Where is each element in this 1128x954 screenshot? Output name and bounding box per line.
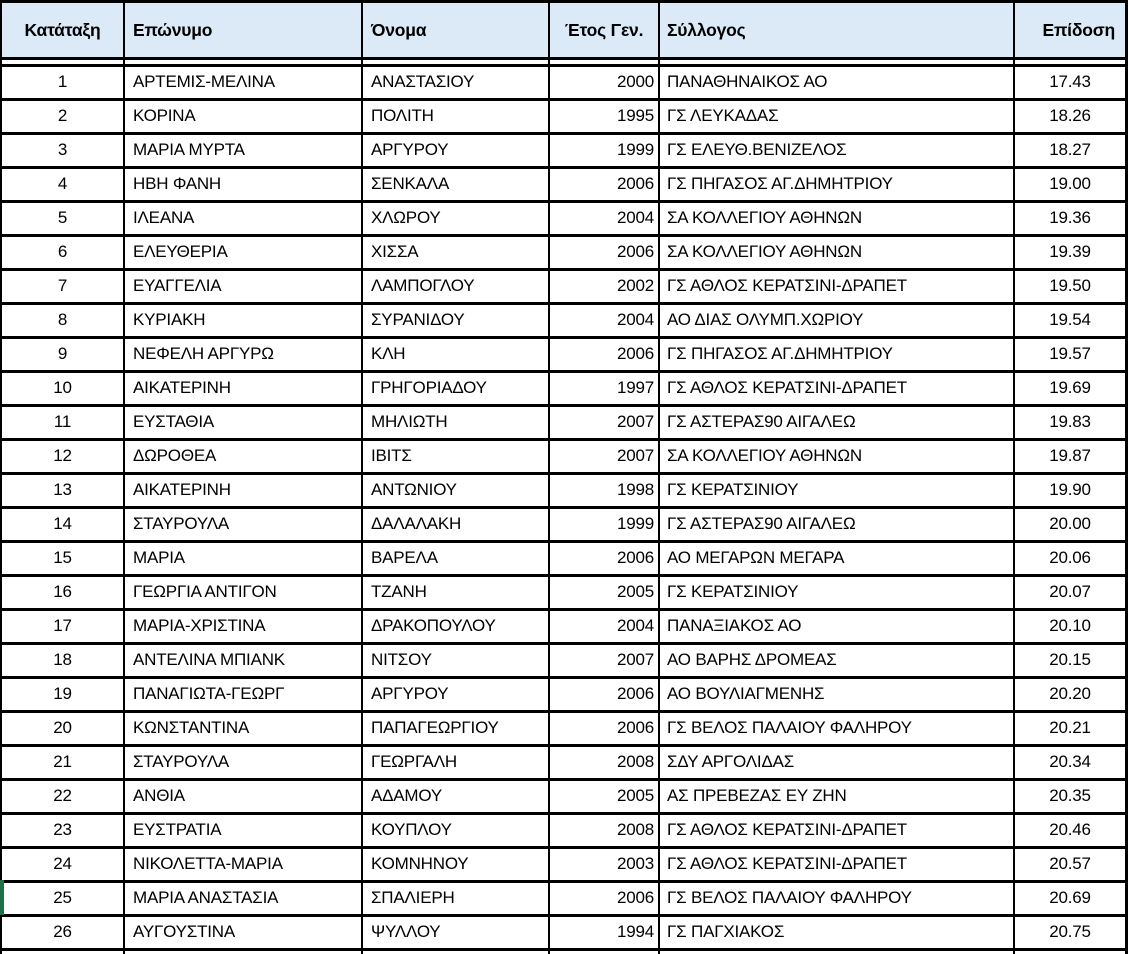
cell-birth-year[interactable]: 2007 xyxy=(550,407,660,438)
cell-birth-year[interactable]: 1999 xyxy=(550,509,660,540)
cell-rank[interactable]: 26 xyxy=(2,917,125,948)
cell-birth-year[interactable]: 2005 xyxy=(550,577,660,608)
cell-club[interactable]: ΓΣ ΕΛΕΥΘ.ΒΕΝΙΖΕΛΟΣ xyxy=(660,135,1015,166)
header-cell-performance[interactable]: Επίδοση xyxy=(1015,3,1128,57)
cell-performance[interactable]: 20.69 xyxy=(1015,883,1128,914)
cell-rank[interactable]: 10 xyxy=(2,373,125,404)
cell-first-name[interactable]: ΠΑΠΑΓΕΩΡΓΙΟΥ xyxy=(363,713,550,744)
cell-birth-year[interactable]: 1997 xyxy=(550,373,660,404)
cell-birth-year[interactable]: 2006 xyxy=(550,883,660,914)
cell-rank[interactable]: 4 xyxy=(2,169,125,200)
cell-birth-year[interactable]: 2006 xyxy=(550,679,660,710)
cell-club[interactable]: ΠΑΝΑΘΗΝΑΙΚΟΣ ΑΟ xyxy=(660,67,1015,98)
cell-first-name[interactable]: ΔΡΑΚΟΠΟΥΛΟΥ xyxy=(363,611,550,642)
table-row xyxy=(2,679,1128,713)
header-cell-club[interactable]: Σύλλογος xyxy=(660,3,1015,57)
cell-performance[interactable]: 19.00 xyxy=(1015,169,1128,200)
cell-last-name[interactable]: ΚΟΡΙΝΑ xyxy=(125,101,363,132)
cell-birth-year[interactable]: 2004 xyxy=(550,611,660,642)
cell-performance[interactable]: 20.20 xyxy=(1015,679,1128,710)
cell-performance[interactable]: 19.69 xyxy=(1015,373,1128,404)
cell-birth-year[interactable]: 2006 xyxy=(550,543,660,574)
cell-rank[interactable]: 11 xyxy=(2,407,125,438)
cell-last-name[interactable]: ΑΝΤΕΛΙΝΑ ΜΠΙΑΝΚ xyxy=(125,645,363,676)
cell-first-name[interactable]: ΛΑΜΠΟΓΛΟΥ xyxy=(363,271,550,302)
cell-performance[interactable]: 19.54 xyxy=(1015,305,1128,336)
table-header-row xyxy=(2,0,1128,60)
cell-last-name[interactable]: ΚΥΡΙΑΚΗ xyxy=(125,305,363,336)
cell-club[interactable]: ΓΣ ΒΕΛΟΣ ΠΑΛΑΙΟΥ ΦΑΛΗΡΟΥ xyxy=(660,713,1015,744)
cell-performance[interactable]: 20.06 xyxy=(1015,543,1128,574)
table-row xyxy=(2,713,1128,747)
cell-rank[interactable]: 8 xyxy=(2,305,125,336)
cell-first-name[interactable]: ΝΙΤΣΟΥ xyxy=(363,645,550,676)
cell-last-name[interactable]: ΚΩΝΣΤΑΝΤΙΝΑ xyxy=(125,713,363,744)
cell-first-name[interactable]: ΜΗΛΙΩΤΗ xyxy=(363,407,550,438)
table-row xyxy=(2,305,1128,339)
cell-rank[interactable]: 19 xyxy=(2,679,125,710)
table-row xyxy=(2,101,1128,135)
cell-rank[interactable]: 9 xyxy=(2,339,125,370)
row-selection-indicator xyxy=(0,880,4,915)
cell-first-name[interactable]: ΑΝΑΣΤΑΣΙΟΥ xyxy=(363,67,550,98)
cell-performance[interactable]: 20.21 xyxy=(1015,713,1128,744)
cell-last-name[interactable]: ΣΤΑΥΡΟΥΛΑ xyxy=(125,747,363,778)
cell-birth-year[interactable]: 2007 xyxy=(550,645,660,676)
cell-last-name[interactable]: ΑΥΓΟΥΣΤΙΝΑ xyxy=(125,917,363,948)
cell-rank[interactable]: 13 xyxy=(2,475,125,506)
cell-first-name[interactable]: ΧΛΩΡΟΥ xyxy=(363,203,550,234)
cell-performance[interactable]: 19.90 xyxy=(1015,475,1128,506)
cell-club[interactable]: ΓΣ ΑΘΛΟΣ ΚΕΡΑΤΣΙΝΙ-ΔΡΑΠΕΤ xyxy=(660,815,1015,846)
cell-first-name[interactable]: ΚΟΜΝΗΝΟΥ xyxy=(363,849,550,880)
cell-rank[interactable]: 18 xyxy=(2,645,125,676)
cell-performance[interactable]: 20.15 xyxy=(1015,645,1128,676)
cell-last-name[interactable]: ΝΕΦΕΛΗ ΑΡΓΥΡΩ xyxy=(125,339,363,370)
cell-performance[interactable]: 18.27 xyxy=(1015,135,1128,166)
cell-rank[interactable]: 21 xyxy=(2,747,125,778)
cell-club[interactable]: ΓΣ ΑΣΤΕΡΑΣ90 ΑΙΓΑΛΕΩ xyxy=(660,509,1015,540)
cell-first-name[interactable]: ΤΖΑΝΗ xyxy=(363,577,550,608)
cell-club[interactable]: ΓΣ ΑΘΛΟΣ ΚΕΡΑΤΣΙΝΙ-ΔΡΑΠΕΤ xyxy=(660,373,1015,404)
cell-last-name[interactable]: ΑΙΚΑΤΕΡΙΝΗ xyxy=(125,475,363,506)
table-row xyxy=(2,747,1128,781)
cell-last-name[interactable]: ΕΥΣΤΑΘΙΑ xyxy=(125,407,363,438)
cell-last-name[interactable]: ΓΕΩΡΓΙΑ ΑΝΤΙΓΟΝ xyxy=(125,577,363,608)
cell-last-name[interactable]: ΜΑΡΙΑ-ΧΡΙΣΤΙΝΑ xyxy=(125,611,363,642)
cell-rank[interactable]: 1 xyxy=(2,67,125,98)
cell-performance[interactable]: 19.50 xyxy=(1015,271,1128,302)
cell-first-name[interactable]: ΑΡΓΥΡΟΥ xyxy=(363,135,550,166)
cell-performance[interactable]: 20.57 xyxy=(1015,849,1128,880)
table-row xyxy=(2,169,1128,203)
cell-birth-year[interactable]: 1998 xyxy=(550,475,660,506)
table-row xyxy=(2,815,1128,849)
cell-club[interactable]: ΑΟ ΔΙΑΣ ΟΛΥΜΠ.ΧΩΡΙΟΥ xyxy=(660,305,1015,336)
cell-club[interactable]: ΑΟ ΒΑΡΗΣ ΔΡΟΜΕΑΣ xyxy=(660,645,1015,676)
cell-club[interactable]: ΣΑ ΚΟΛΛΕΓΙΟΥ ΑΘΗΝΩΝ xyxy=(660,237,1015,268)
cell-last-name[interactable]: ΑΙΚΑΤΕΡΙΝΗ xyxy=(125,373,363,404)
cell-first-name[interactable]: ΑΡΓΥΡΟΥ xyxy=(363,679,550,710)
cell-birth-year[interactable]: 2006 xyxy=(550,169,660,200)
cell-last-name[interactable]: ΕΥΣΤΡΑΤΙΑ xyxy=(125,815,363,846)
cell-first-name[interactable]: ΑΝΤΩΝΙΟΥ xyxy=(363,475,550,506)
cell-birth-year[interactable]: 2008 xyxy=(550,747,660,778)
cell-rank[interactable]: 16 xyxy=(2,577,125,608)
cell-first-name[interactable]: ΣΕΝΚΑΛΑ xyxy=(363,169,550,200)
cell-birth-year[interactable]: 2004 xyxy=(550,305,660,336)
cell-club[interactable]: ΓΣ ΛΕΥΚΑΔΑΣ xyxy=(660,101,1015,132)
cell-last-name[interactable]: ΔΩΡΟΘΕΑ xyxy=(125,441,363,472)
cell-last-name[interactable]: ΑΝΘΙΑ xyxy=(125,781,363,812)
cell-last-name[interactable]: ΙΛΕΑΝΑ xyxy=(125,203,363,234)
cell-birth-year[interactable]: 1994 xyxy=(550,917,660,948)
cell-rank[interactable]: 17 xyxy=(2,611,125,642)
table-row xyxy=(2,917,1128,951)
cell-birth-year[interactable]: 1999 xyxy=(550,135,660,166)
cell-rank[interactable]: 5 xyxy=(2,203,125,234)
cell-performance[interactable]: 19.87 xyxy=(1015,441,1128,472)
table-row xyxy=(2,849,1128,883)
cell-club[interactable]: ΓΣ ΠΑΓΧΙΑΚΟΣ xyxy=(660,917,1015,948)
cell-performance[interactable]: 19.83 xyxy=(1015,407,1128,438)
cell-first-name[interactable]: ΨΥΛΛΟΥ xyxy=(363,917,550,948)
cell-last-name[interactable]: ΑΡΤΕΜΙΣ-ΜΕΛΙΝΑ xyxy=(125,67,363,98)
cell-first-name[interactable]: ΧΙΣΣΑ xyxy=(363,237,550,268)
cell-birth-year[interactable]: 2006 xyxy=(550,713,660,744)
cell-performance[interactable]: 20.75 xyxy=(1015,917,1128,948)
cell-club[interactable]: ΓΣ ΑΣΤΕΡΑΣ90 ΑΙΓΑΛΕΩ xyxy=(660,407,1015,438)
cell-rank[interactable]: 22 xyxy=(2,781,125,812)
header-cell-last-name[interactable]: Επώνυμο xyxy=(125,3,363,57)
table-row xyxy=(2,645,1128,679)
cell-performance[interactable]: 20.10 xyxy=(1015,611,1128,642)
cell-first-name[interactable]: ΠΟΛΙΤΗ xyxy=(363,101,550,132)
table-row xyxy=(2,577,1128,611)
cell-club[interactable]: ΑΟ ΜΕΓΑΡΩΝ ΜΕΓΑΡΑ xyxy=(660,543,1015,574)
table-row xyxy=(2,475,1128,509)
cell-birth-year[interactable]: 2008 xyxy=(550,815,660,846)
cell-performance[interactable]: 19.39 xyxy=(1015,237,1128,268)
cell-performance[interactable]: 18.26 xyxy=(1015,101,1128,132)
table-row xyxy=(2,67,1128,101)
cell-first-name[interactable]: ΙΒΙΤΣ xyxy=(363,441,550,472)
cell-rank[interactable]: 2 xyxy=(2,101,125,132)
cell-rank[interactable]: 12 xyxy=(2,441,125,472)
cell-rank[interactable]: 15 xyxy=(2,543,125,574)
cell-last-name[interactable]: ΕΥΑΓΓΕΛΙΑ xyxy=(125,271,363,302)
cell-birth-year[interactable]: 2006 xyxy=(550,339,660,370)
table-row xyxy=(2,373,1128,407)
cell-first-name[interactable]: ΒΑΡΕΛΑ xyxy=(363,543,550,574)
cell-club[interactable]: ΠΑΝΑΞΙΑΚΟΣ ΑΟ xyxy=(660,611,1015,642)
cell-performance[interactable]: 17.43 xyxy=(1015,67,1128,98)
cell-birth-year[interactable]: 2005 xyxy=(550,781,660,812)
table-row xyxy=(2,509,1128,543)
cell-birth-year[interactable]: 2003 xyxy=(550,849,660,880)
cell-first-name[interactable]: ΣΥΡΑΝΙΔΟΥ xyxy=(363,305,550,336)
cell-first-name[interactable]: ΚΟΥΠΛΟΥ xyxy=(363,815,550,846)
header-cell-birth-year[interactable]: Έτος Γεν. xyxy=(550,3,660,57)
cell-birth-year[interactable]: 2007 xyxy=(550,441,660,472)
cell-birth-year[interactable]: 2002 xyxy=(550,271,660,302)
cell-last-name[interactable]: ΜΑΡΙΑ xyxy=(125,543,363,574)
cell-performance[interactable]: 19.36 xyxy=(1015,203,1128,234)
table-row xyxy=(2,781,1128,815)
table-row xyxy=(2,237,1128,271)
cell-last-name[interactable]: ΠΑΝΑΓΙΩΤΑ-ΓΕΩΡΓ xyxy=(125,679,363,710)
cell-rank[interactable]: 23 xyxy=(2,815,125,846)
cell-club[interactable]: ΓΣ ΠΗΓΑΣΟΣ ΑΓ.ΔΗΜΗΤΡΙΟΥ xyxy=(660,169,1015,200)
cell-birth-year[interactable]: 2004 xyxy=(550,203,660,234)
cell-first-name[interactable]: ΣΠΑΛΙΕΡΗ xyxy=(363,883,550,914)
table-row xyxy=(2,203,1128,237)
cell-rank[interactable]: 24 xyxy=(2,849,125,880)
cell-rank[interactable]: 3 xyxy=(2,135,125,166)
cell-rank[interactable]: 25 xyxy=(2,883,125,914)
cell-club[interactable]: ΓΣ ΚΕΡΑΤΣΙΝΙΟΥ xyxy=(660,475,1015,506)
cell-last-name[interactable]: ΗΒΗ ΦΑΝΗ xyxy=(125,169,363,200)
cell-first-name[interactable]: ΓΡΗΓΟΡΙΑΔΟΥ xyxy=(363,373,550,404)
cell-birth-year[interactable]: 1995 xyxy=(550,101,660,132)
cell-first-name[interactable]: ΓΕΩΡΓΑΛΗ xyxy=(363,747,550,778)
table-row xyxy=(2,135,1128,169)
cell-club[interactable]: ΣΑ ΚΟΛΛΕΓΙΟΥ ΑΘΗΝΩΝ xyxy=(660,441,1015,472)
cell-performance[interactable]: 20.00 xyxy=(1015,509,1128,540)
header-gap-row xyxy=(2,60,1128,67)
cell-last-name[interactable]: ΝΙΚΟΛΕΤΤΑ-ΜΑΡΙΑ xyxy=(125,849,363,880)
cell-last-name[interactable]: ΜΑΡΙΑ ΜΥΡΤΑ xyxy=(125,135,363,166)
table-body xyxy=(2,67,1128,951)
cell-club[interactable]: ΓΣ ΒΕΛΟΣ ΠΑΛΑΙΟΥ ΦΑΛΗΡΟΥ xyxy=(660,883,1015,914)
cell-club[interactable]: ΣΔΥ ΑΡΓΟΛΙΔΑΣ xyxy=(660,747,1015,778)
cell-performance[interactable]: 19.57 xyxy=(1015,339,1128,370)
cell-performance[interactable]: 20.35 xyxy=(1015,781,1128,812)
cell-rank[interactable]: 6 xyxy=(2,237,125,268)
cell-performance[interactable]: 20.34 xyxy=(1015,747,1128,778)
cell-club[interactable]: ΓΣ ΠΗΓΑΣΟΣ ΑΓ.ΔΗΜΗΤΡΙΟΥ xyxy=(660,339,1015,370)
cell-first-name[interactable]: ΑΔΑΜΟΥ xyxy=(363,781,550,812)
cell-last-name[interactable]: ΕΛΕΥΘΕΡΙΑ xyxy=(125,237,363,268)
cell-last-name[interactable]: ΣΤΑΥΡΟΥΛΑ xyxy=(125,509,363,540)
cell-rank[interactable]: 14 xyxy=(2,509,125,540)
cell-performance[interactable]: 20.46 xyxy=(1015,815,1128,846)
table-row xyxy=(2,883,1128,917)
cell-rank[interactable]: 7 xyxy=(2,271,125,302)
table-row xyxy=(2,271,1128,305)
cell-club[interactable]: ΓΣ ΑΘΛΟΣ ΚΕΡΑΤΣΙΝΙ-ΔΡΑΠΕΤ xyxy=(660,271,1015,302)
cell-club[interactable]: ΣΑ ΚΟΛΛΕΓΙΟΥ ΑΘΗΝΩΝ xyxy=(660,203,1015,234)
table-row xyxy=(2,407,1128,441)
cell-rank[interactable]: 20 xyxy=(2,713,125,744)
cell-first-name[interactable]: ΚΛΗ xyxy=(363,339,550,370)
cell-club[interactable]: ΑΣ ΠΡΕΒΕΖΑΣ ΕΥ ΖΗΝ xyxy=(660,781,1015,812)
table-row xyxy=(2,441,1128,475)
cell-performance[interactable]: 20.07 xyxy=(1015,577,1128,608)
table-row xyxy=(2,543,1128,577)
cell-birth-year[interactable]: 2006 xyxy=(550,237,660,268)
table-row xyxy=(2,339,1128,373)
cell-club[interactable]: ΑΟ ΒΟΥΛΙΑΓΜΕΝΗΣ xyxy=(660,679,1015,710)
cell-birth-year[interactable]: 2000 xyxy=(550,67,660,98)
cell-last-name[interactable]: ΜΑΡΙΑ ΑΝΑΣΤΑΣΙΑ xyxy=(125,883,363,914)
cell-club[interactable]: ΓΣ ΑΘΛΟΣ ΚΕΡΑΤΣΙΝΙ-ΔΡΑΠΕΤ xyxy=(660,849,1015,880)
cell-club[interactable]: ΓΣ ΚΕΡΑΤΣΙΝΙΟΥ xyxy=(660,577,1015,608)
table-row xyxy=(2,611,1128,645)
cell-first-name[interactable]: ΔΑΛΑΛΑΚΗ xyxy=(363,509,550,540)
header-cell-first-name[interactable]: Όνομα xyxy=(363,3,550,57)
header-cell-rank[interactable]: Κατάταξη xyxy=(2,3,125,57)
